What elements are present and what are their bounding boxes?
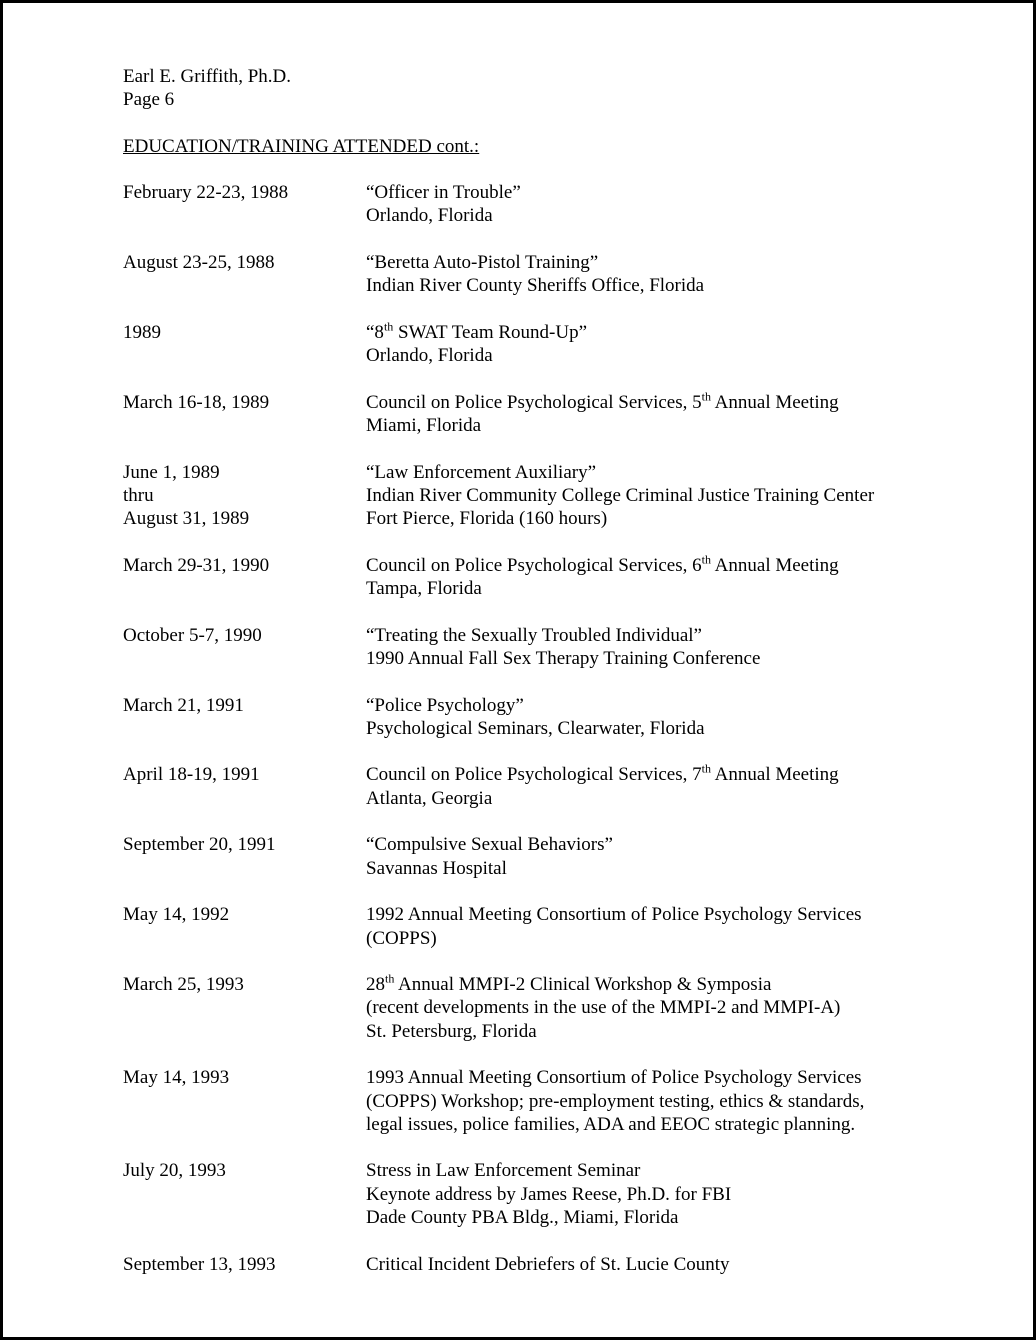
training-entry (123, 1253, 943, 1276)
training-entries-list (123, 181, 943, 1299)
ordinal-superscript: th (701, 762, 711, 777)
line-text: Annual Meeting (710, 554, 839, 576)
entry-date-line: July 20, 1993 (123, 1160, 226, 1182)
training-entry (123, 321, 943, 368)
entry-description-line: (COPPS) (366, 927, 437, 949)
training-entry (123, 973, 943, 1043)
entry-description (366, 1253, 943, 1276)
line-text: Council on Police Psychological Services, 5 (366, 391, 702, 413)
line-text: Annual MMPI-2 Clinical Workshop & Symposia (394, 974, 772, 996)
entry-description (366, 391, 943, 438)
entry-description (366, 763, 943, 810)
entry-date (123, 903, 366, 950)
entry-description (366, 461, 943, 531)
entry-description-line: “Law Enforcement Auxiliary” (366, 461, 597, 483)
entry-description-line: (COPPS) Workshop; pre-employment testing, ethics & standards, (366, 1090, 865, 1112)
entry-date-line: thru (123, 484, 154, 506)
entry-description-line: Savannas Hospital (366, 857, 507, 879)
entry-description-line: “Beretta Auto-Pistol Training” (366, 251, 599, 273)
ordinal-superscript: th (701, 552, 711, 567)
ordinal-superscript: th (385, 971, 395, 986)
line-text: Annual Meeting (710, 764, 839, 786)
entry-description (366, 181, 943, 228)
page-number: Page 6 (123, 89, 175, 111)
entry-date (123, 554, 366, 601)
entry-description-line (366, 973, 943, 996)
entry-description (366, 321, 943, 368)
entry-date (123, 391, 366, 438)
entry-date (123, 251, 366, 298)
entry-description-line: Indian River County Sheriffs Office, Florida (366, 275, 705, 297)
entry-date (123, 1066, 366, 1136)
training-entry (123, 251, 943, 298)
entry-date-line: June 1, 1989 (123, 461, 220, 483)
entry-date-line: March 21, 1991 (123, 694, 244, 716)
training-entry (123, 833, 943, 880)
page-header (123, 65, 291, 112)
entry-description-line: (recent developments in the use of the MMPI-2 and MMPI-A) (366, 997, 841, 1019)
ordinal-superscript: th (701, 389, 711, 404)
entry-description (366, 903, 943, 950)
training-entry (123, 461, 943, 531)
entry-date (123, 624, 366, 671)
entry-date-line: February 22-23, 1988 (123, 182, 289, 203)
entry-date-line: May 14, 1993 (123, 1067, 230, 1089)
entry-description (366, 624, 943, 671)
entry-description (366, 554, 943, 601)
entry-description-line: Fort Pierce, Florida (160 hours) (366, 508, 608, 530)
entry-description (366, 833, 943, 880)
entry-description-line: 1990 Annual Fall Sex Therapy Training Conference (366, 647, 761, 669)
line-text: Council on Police Psychological Services, 7 (366, 764, 702, 786)
entry-description-line: Indian River Community College Criminal Justice Training Center (366, 484, 875, 506)
entry-description-line: Orlando, Florida (366, 205, 493, 227)
training-entry (123, 1066, 943, 1136)
entry-description-line: Critical Incident Debriefers of St. Lucie County (366, 1253, 730, 1275)
entry-description-line (366, 554, 943, 577)
entry-description (366, 694, 943, 741)
training-entry (123, 1159, 943, 1229)
entry-description (366, 1159, 943, 1229)
entry-date-line: April 18-19, 1991 (123, 764, 260, 786)
training-entry (123, 694, 943, 741)
line-text: Council on Police Psychological Services, 6 (366, 554, 702, 576)
entry-description-line: “Compulsive Sexual Behaviors” (366, 834, 613, 856)
entry-date-line: August 23-25, 1988 (123, 251, 275, 273)
entry-description-line: 1993 Annual Meeting Consortium of Police Psychology Services (366, 1067, 862, 1089)
training-entry (123, 554, 943, 601)
entry-date-line: March 29-31, 1990 (123, 554, 270, 576)
entry-date (123, 1159, 366, 1229)
author-name: Earl E. Griffith, Ph.D. (123, 66, 291, 87)
entry-description-line (366, 321, 943, 344)
entry-description-line: legal issues, police families, ADA and EEOC strategic planning. (366, 1113, 856, 1135)
entry-date-line: October 5-7, 1990 (123, 624, 262, 646)
entry-description-line: St. Petersburg, Florida (366, 1020, 537, 1042)
entry-description-line: Orlando, Florida (366, 345, 493, 367)
line-text: Annual Meeting (710, 391, 839, 413)
entry-date-line: March 16-18, 1989 (123, 391, 270, 413)
entry-date-line: March 25, 1993 (123, 974, 244, 996)
entry-date-line: September 13, 1993 (123, 1253, 276, 1275)
entry-description-line: Miami, Florida (366, 414, 482, 436)
entry-date (123, 461, 366, 531)
training-entry (123, 181, 943, 228)
entry-date (123, 833, 366, 880)
entry-date (123, 1253, 366, 1276)
entry-description-line: “Officer in Trouble” (366, 182, 521, 203)
entry-description-line: Stress in Law Enforcement Seminar (366, 1160, 641, 1182)
entry-date-line: May 14, 1992 (123, 904, 230, 926)
training-entry (123, 624, 943, 671)
entry-description-line (366, 391, 943, 414)
entry-description-line: Psychological Seminars, Clearwater, Florida (366, 717, 705, 739)
entry-description-line: 1992 Annual Meeting Consortium of Police Psychology Services (366, 904, 862, 926)
training-entry (123, 903, 943, 950)
entry-date (123, 321, 366, 368)
entry-date-line: 1989 (123, 321, 161, 343)
entry-date-line: August 31, 1989 (123, 508, 250, 530)
entry-date (123, 694, 366, 741)
entry-description-line: Atlanta, Georgia (366, 787, 493, 809)
entry-description-line: “Police Psychology” (366, 694, 524, 716)
entry-description-line: Keynote address by James Reese, Ph.D. for FBI (366, 1183, 732, 1205)
entry-description (366, 251, 943, 298)
entry-date (123, 763, 366, 810)
entry-description (366, 1066, 943, 1136)
entry-description (366, 973, 943, 1043)
entry-description-line: Tampa, Florida (366, 578, 482, 600)
line-text: SWAT Team Round-Up” (393, 321, 588, 343)
entry-date (123, 181, 366, 228)
training-entry (123, 391, 943, 438)
line-text: 28 (366, 974, 385, 996)
training-entry (123, 763, 943, 810)
ordinal-superscript: th (383, 319, 394, 334)
section-title: EDUCATION/TRAINING ATTENDED cont.: (123, 136, 480, 157)
entry-date (123, 973, 366, 1043)
entry-description-line: “Treating the Sexually Troubled Individual” (366, 624, 702, 646)
line-text: “8 (366, 321, 384, 343)
entry-description-line: Dade County PBA Bldg., Miami, Florida (366, 1207, 679, 1229)
entry-date-line: September 20, 1991 (123, 834, 276, 856)
entry-description-line (366, 763, 943, 786)
